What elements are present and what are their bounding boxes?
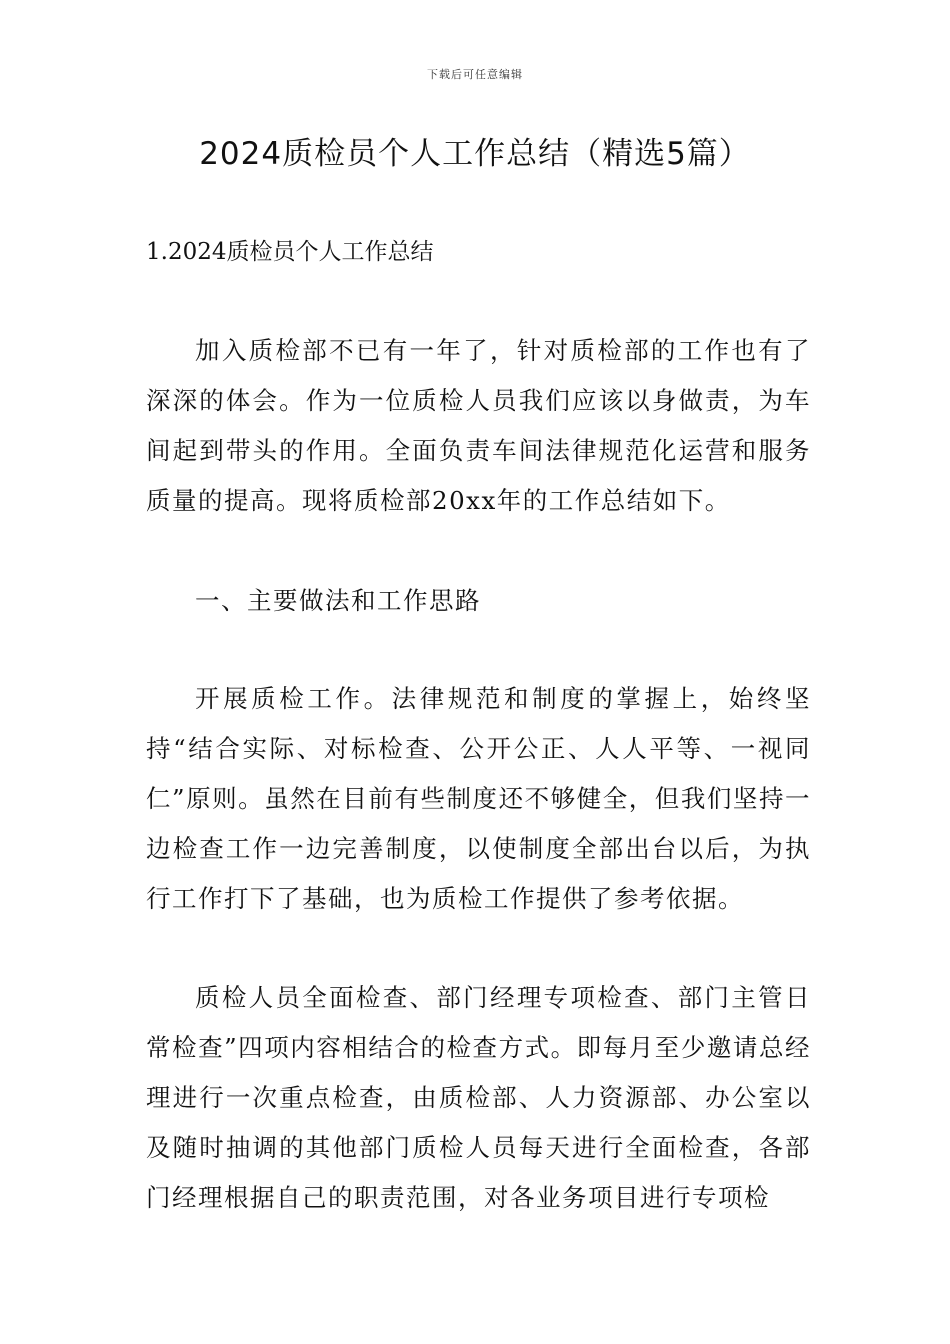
section-heading: 1.2024质检员个人工作总结 <box>146 239 434 265</box>
header-note: 下载后可任意编辑 <box>427 68 523 81</box>
paragraph: 质检人员全面检查、部门经理专项检查、部门主管日常检查”四项内容相结合的检查方式。即每月至少邀请总经理进行一次重点检查，由质检部、人力资源部、办公室以及随时抽调的其他部门质检人员每天进行全面检查，各部门经理根据自己的职责范围，对各业务项目进行专项检 <box>146 983 811 1212</box>
sub-heading: 一、主要做法和工作思路 <box>195 586 481 615</box>
document-title: 2024质检员个人工作总结（精选5篇） <box>199 136 751 172</box>
paragraph: 开展质检工作。法律规范和制度的掌握上，始终坚持“结合实际、对标检查、公开公正、人人平等、一视同仁”原则。虽然在目前有些制度还不够健全，但我们坚持一边检查工作一边完善制度，以使制度全部出台以后，为执行工作打下了基础，也为质检工作提供了参考依据。 <box>146 684 811 913</box>
paragraph: 加入质检部不已有一年了，针对质检部的工作也有了深深的体会。作为一位质检人员我们应该以身做责，为车间起到带头的作用。全面负责车间法律规范化运营和服务质量的提高。现将质检部20xx年的工作总结如下。 <box>146 336 811 515</box>
